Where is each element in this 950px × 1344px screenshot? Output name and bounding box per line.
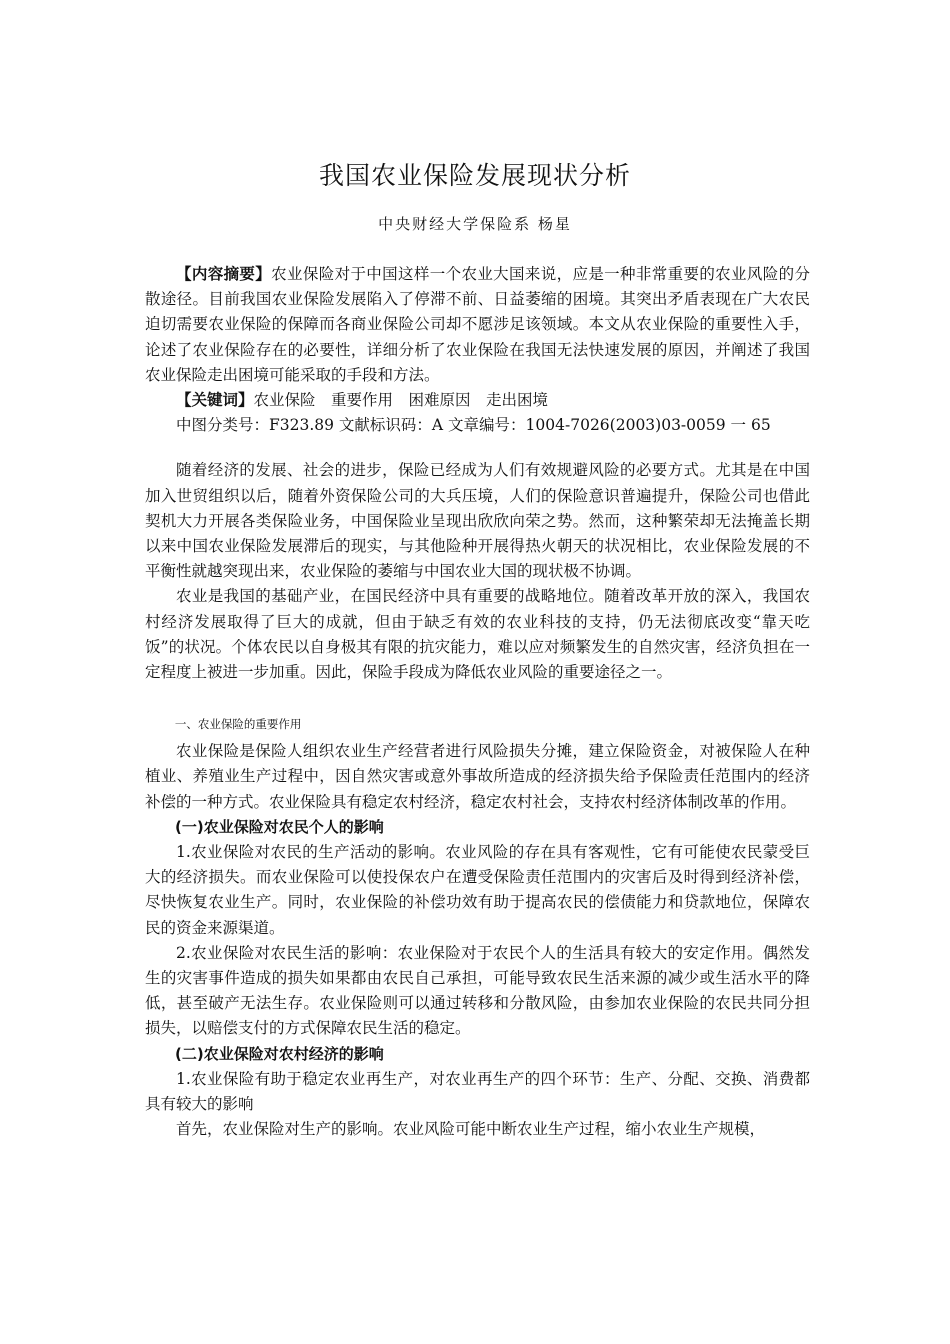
spacer [145, 438, 810, 458]
subsection-heading-2: (二)农业保险对农村经济的影响 [175, 1044, 384, 1063]
subsection-heading-1: (一)农业保险对农民个人的影响 [175, 817, 384, 836]
intro-paragraph-1: 随着经济的发展、社会的进步，保险已经成为人们有效规避风险的必要方式。尤其是在中国加入世贸组织以后，随着外资保险公司的大兵压境，人们的保险意识普遍提升，保险公司也借此契机大力开展各类保险业务，中国保险业呈现出欣欣向荣之势。然而，这种繁荣却无法掩盖长期以来中国农业保险发展滞后的现实，与其他险种开展得热火朝天的状况相比，农业保险发展的不平衡性就越突现出来，农业保险的萎缩与中国农业大国的现状极不协调。 [145, 461, 810, 581]
article-body [145, 262, 810, 1143]
intro-paragraph-2: 农业是我国的基础产业，在国民经济中具有重要的战略地位。随着改革开放的深入，我国农村经济发展取得了巨大的成就，但由于缺乏有效的农业科技的支持，仍无法彻底改变“靠天吃饭”的状况。个体农民以自身极其有限的抗灾能力，难以应对频繁发生的自然灾害，经济负担在一定程度上被进一步加重。因此，保险手段成为降低农业风险的重要途径之一。 [145, 587, 810, 682]
paragraph: 1.农业保险对农民的生产活动的影响。农业风险的存在具有客观性，它有可能使农民蒙受巨大的经济损失。而农业保险可以使投保农户在遭受保险责任范围内的灾害后及时得到经济补偿，尽快恢复农业生产。同时，农业保险的补偿功效有助于提高农民的偿债能力和贷款地位，保障农民的资金来源渠道。 [145, 843, 810, 937]
abstract-paragraph [145, 262, 810, 388]
abstract-label: 【内容摘要】 [176, 265, 272, 283]
keywords-paragraph [145, 388, 810, 413]
paragraph: 2.农业保险对农民生活的影响：农业保险对于农民个人的生活具有较大的安定作用。偶然发生的灾害事件造成的损失如果都由农民自己承担，可能导致农民生活来源的减少或生活水平的降低，甚至破产无法生存。农业保险则可以通过转移和分散风险，由参加农业保险的农民共同分担损失，以赔偿支付的方式保障农民生活的稳定。 [145, 943, 810, 1038]
page-title: 我国农业保险发展现状分析 [318, 161, 631, 190]
abstract-text: 农业保险对于中国这样一个农业大国来说，应是一种非常重要的农业风险的分散途径。目前我国农业保险发展陷入了停滞不前、日益萎缩的困境。其突出矛盾表现在广大农民迫切需要农业保险的保障而各商业保险公司却不愿涉足该领域。本文从农业保险的重要性入手，论述了农业保险存在的必要性，详细分析了农业保险在我国无法快速发展的原因，并阐述了我国农业保险走出困境可能采取的手段和方法。 [145, 265, 810, 384]
classification-line: 中图分类号：F323.89 文献标识码：A 文章编号：1004-7026(2003)03-0059 一 65 [176, 416, 771, 435]
section-heading: 一、农业保险的重要作用 [174, 717, 302, 732]
section-intro-paragraph: 农业保险是保险人组织农业生产经营者进行风险损失分摊，建立保险资金，对被保险人在种植业、养殖业生产过程中，因自然灾害或意外事故所造成的经济损失给予保险责任范围内的经济补偿的一种方式。农业保险具有稳定农村经济，稳定农村社会，支持农村经济体制改革的作用。 [145, 742, 810, 811]
paragraph: 首先，农业保险对生产的影响。农业风险可能中断农业生产过程，缩小农业生产规模， [176, 1120, 766, 1139]
keywords-text: 农业保险 重要作用 困难原因 走出困境 [253, 391, 549, 410]
keywords-label: 【关键词】 [176, 391, 254, 410]
spacer [145, 685, 810, 713]
paragraph: 1.农业保险有助于稳定农业再生产，对农业再生产的四个环节：生产、分配、交换、消费都具有较大的影响 [145, 1069, 810, 1114]
author-byline: 中央财经大学保险系 杨星 [378, 215, 572, 233]
